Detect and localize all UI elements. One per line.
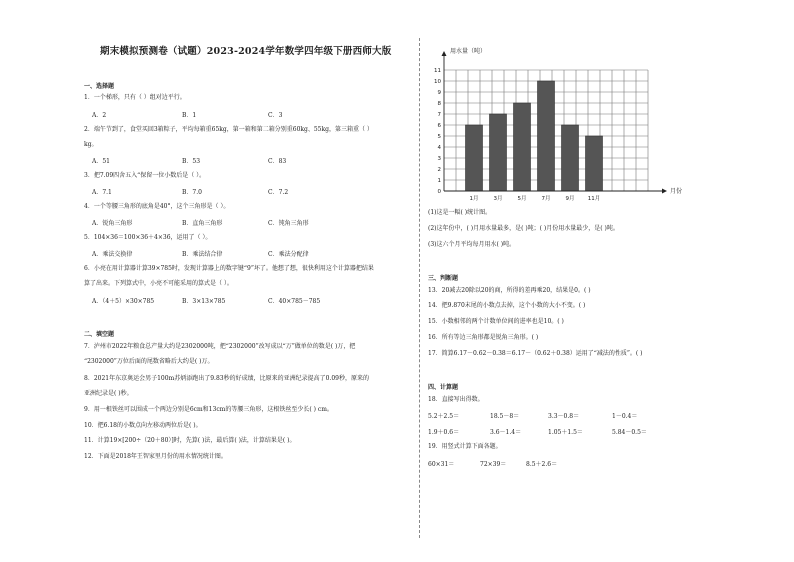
question-3: 3．把7.09四舍五入“保留一位小数后是（ ）。 [84,172,206,179]
calc-item: 60×31＝ [428,461,455,468]
q4-option-a: A．锐角三角形 [92,220,133,227]
q1-option-a: A．2 [92,112,107,119]
question-4: 4．一个等腰三角形的底角是40°，这个三角形是（ ）。 [84,203,230,210]
x-tick-label: 7月 [541,196,551,202]
y-tick-label: 3 [437,156,441,162]
question-5: 5．104×36＝100×36＋4×36，运用了（ ）。 [84,234,212,241]
water-usage-bar-chart [424,34,714,204]
calc-item: 18.5－8＝ [490,413,520,420]
q3-option-b: B．7.0 [182,189,202,196]
chart-question-3: (3)这六个月平均每月用水( )吨。 [428,241,516,248]
q2-option-c: C．83 [268,158,287,165]
calc-item: 3.3－0.8＝ [548,413,580,420]
column-divider [419,38,420,538]
q5-option-a: A．乘法交换律 [92,251,133,258]
chart-question-2: (2)这年份中，( )月用水量最多，是( )吨；( )月份用水量最少，是( )吨。 [428,225,619,232]
q6-option-b: B．3×13×785 [182,298,226,305]
question-6-line2: 算了出来。下列算式中，小亮不可能采用的算式是（ ）。 [84,280,233,287]
y-tick-label: 0 [437,189,441,195]
y-tick-label: 10 [434,79,441,85]
y-tick-label: 11 [434,68,441,74]
section-judge-heading: 三、判断题 [428,275,459,282]
question-18: 18．直接写出得数。 [428,396,484,403]
x-tick-label: 3月 [493,196,503,202]
question-1: 1．一个梯形，只有（ ）组对边平行。 [84,94,186,101]
calc-item: 3.6－1.4＝ [490,429,522,436]
question-2-line1: 2．端午节到了，食堂买回3箱粽子，平均每箱重65kg，第一箱和第二箱分别重60kg、55kg，第三箱重（ ） [84,126,373,133]
q2-option-a: A．51 [92,158,110,165]
question-10: 10．把6.18的小数点向左移动两位后是( )。 [84,422,202,429]
chart-question-1: (1)这是一幅( )统计图。 [428,209,492,216]
page-title: 期末模拟预测卷（试题）2023-2024学年数学四年级下册西师大版 [100,46,392,57]
x-tick-label: 11月 [587,196,601,202]
question-14: 14．把9.870末尾的小数点去掉，这个小数的大小不变。( ) [428,302,586,309]
y-tick-label: 7 [437,112,441,118]
q2-option-b: B．53 [182,158,201,165]
x-tick-label: 1月 [469,196,479,202]
question-12: 12．下面是2018年王智家里月份的用水情况统计图。 [84,453,227,460]
y-tick-label: 8 [437,101,441,107]
bar-11月 [586,136,603,191]
section-choice-heading: 一、选择题 [84,83,115,90]
question-7-line1: 7．泸州市2022年粮食总产量大约是2302000吨，把“2302000”改写成以“万”做单位的数是( )万，把 [84,343,356,350]
q5-option-c: C．乘法分配律 [268,251,309,258]
question-2-line2: kg。 [84,141,98,148]
question-17: 17．简算6.17－0.62－0.38＝6.17－（0.62＋0.38）运用了“减法的性质”。( ) [428,350,643,357]
question-19: 19．用竖式计算下面各题。 [428,443,502,450]
y-tick-label: 4 [437,145,441,151]
q4-option-b: B．直角三角形 [182,220,223,227]
calc-item: 5.84－0.5＝ [612,429,647,436]
bar-7月 [538,81,555,191]
y-tick-label: 6 [437,123,441,129]
y-tick-label: 9 [437,90,441,96]
calc-item: 1.9＋0.6＝ [428,429,460,436]
question-13: 13．20减去20除以20的商，所得的差再乘20，结果是0。( ) [428,287,591,294]
section-fill-heading: 二、填空题 [84,331,115,338]
calc-item: 72×39＝ [480,461,507,468]
bar-3月 [490,114,507,191]
x-tick-label: 9月 [565,196,575,202]
q5-option-b: B．乘法结合律 [182,251,223,258]
bar-9月 [562,125,579,191]
question-15: 15．小数相邻的两个计数单位间的进率也是10。( ) [428,318,564,325]
bar-1月 [466,125,483,191]
calc-item: 5.2＋2.5＝ [428,413,460,420]
y-tick-label: 1 [437,178,441,184]
x-axis-label: 月份 [670,188,683,195]
y-tick-label: 2 [437,167,441,173]
calc-item: 1.05＋1.5＝ [548,429,583,436]
x-tick-label: 5月 [517,196,527,202]
bar-5月 [514,103,531,191]
q6-option-a: A．（4＋5）×30×785 [92,298,155,305]
q3-option-a: A．7.1 [92,189,112,196]
y-tick-label: 5 [437,134,441,140]
question-6-line1: 6．小亮在用计算器计算39×785时，发现计算器上的数字键“9”坏了。他想了想，很快利用这个计算器把结果 [84,265,374,272]
q3-option-c: C．7.2 [268,189,289,196]
section-calc-heading: 四、计算题 [428,384,459,391]
calc-item: 1－0.4＝ [612,413,638,420]
question-11: 11．计算19×[200÷（20＋80）]时，先算( )法，最后算( )法，计算结果是( )。 [84,437,296,444]
q4-option-c: C．钝角三角形 [268,220,309,227]
x-axis-arrow [662,189,667,194]
question-16: 16．所有等边三角形都是锐角三角形。( ) [428,334,539,341]
question-9: 9．用一根铁丝可以围成一个两边分别是6cm和13cm的等腰三角形，这根铁丝至少长( ) cm。 [84,406,333,413]
question-8-line1: 8．2021年东京奥运会男子100m苏炳添跑出了9.83秒的好成绩，比原来的亚洲纪录提高了0.09秒，原来的 [84,375,369,382]
calc-item: 8.5＋2.6＝ [526,461,558,468]
y-axis-arrow [442,51,447,56]
question-8-line2: 亚洲纪录是( )秒。 [84,390,133,397]
q6-option-c: C．40×785－785 [268,298,321,305]
question-7-line2: “2302000”万位后面的尾数省略后大约是( )万。 [84,358,214,365]
y-axis-label: 用水量（吨） [450,48,487,55]
q1-option-b: B．1 [182,112,197,119]
q1-option-c: C．3 [268,112,283,119]
